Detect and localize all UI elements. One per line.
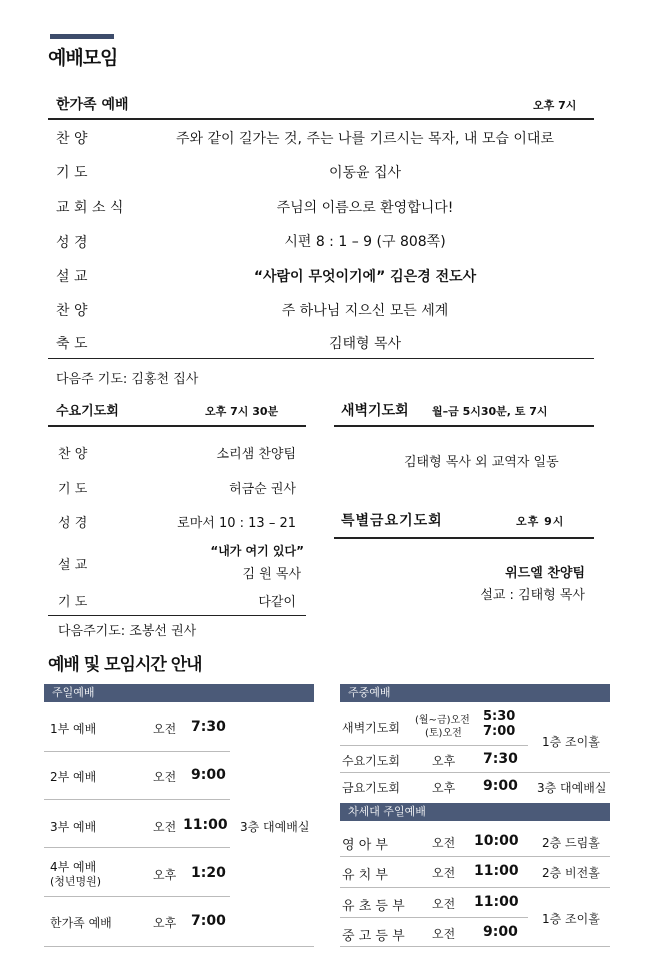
sunday-place: 3층 대예배실 [240, 820, 310, 834]
wed-value: 다같이 [258, 595, 296, 610]
friday-preacher: 설교 : 김태형 목사 [480, 588, 585, 603]
sunday-service-name: 4부 예배 [50, 860, 97, 874]
sunday-service-sub: (청년명원) [50, 875, 102, 888]
nextgen-time: 11:00 [474, 863, 519, 879]
nextgen-header: 차세대 주일예배 [340, 803, 610, 821]
row-divider [44, 799, 230, 800]
sunday-ampm: 오후 [153, 916, 177, 930]
weekday-header: 주중예배 [340, 684, 610, 702]
wed-value: 허금순 권사 [229, 482, 296, 497]
order-value: 이동윤 집사 [328, 165, 402, 181]
wed-sermon-title: “내가 여기 있다” [210, 544, 304, 558]
row-divider [44, 896, 230, 897]
row-divider [340, 772, 610, 773]
weekday-dawn-ampm2: (토)오전 [425, 728, 462, 739]
sunday-time: 7:30 [191, 719, 226, 735]
row-divider [340, 917, 528, 918]
schedule-title: 예배 및 모임시간 안내 [48, 655, 202, 675]
divider [334, 425, 594, 427]
order-value: 주님의 이름으로 환영합니다! [276, 200, 454, 216]
sunday-ampm: 오전 [153, 820, 177, 834]
nextgen-name: 유 초 등 부 [342, 899, 405, 914]
weekday-fri-time: 9:00 [483, 778, 518, 794]
nextgen-ampm: 오전 [432, 836, 456, 850]
sunday-service-name: 3부 예배 [50, 820, 97, 834]
nextgen-name: 중 고 등 부 [342, 929, 405, 944]
weekday-wed-ampm: 오후 [432, 754, 456, 768]
order-label: 축 도 [56, 336, 88, 352]
wed-label: 성 경 [58, 516, 88, 531]
sunday-service-name: 1부 예배 [50, 722, 97, 736]
row-divider [44, 946, 314, 947]
nextgen-time: 11:00 [474, 894, 519, 910]
divider [48, 615, 306, 616]
wednesday-title: 수요기도회 [56, 404, 119, 419]
row-divider [340, 946, 610, 947]
nextgen-ampm: 오전 [432, 927, 456, 941]
order-label: 성 경 [56, 235, 88, 251]
nextgen-name: 유 치 부 [342, 868, 388, 883]
weekday-dawn-time2: 7:00 [483, 724, 516, 739]
order-label: 찬 양 [56, 303, 88, 319]
weekday-fri-ampm: 오후 [432, 781, 456, 795]
wed-value: 소리샘 찬양팀 [216, 447, 296, 462]
sunday-time: 9:00 [191, 767, 226, 783]
nextgen-ampm: 오전 [432, 897, 456, 911]
nextgen-time: 9:00 [483, 924, 518, 940]
sunday-time: 7:00 [191, 913, 226, 929]
sunday-time: 1:20 [191, 865, 226, 881]
wed-label: 찬 양 [58, 447, 88, 462]
order-value: 주 하나님 지으신 모든 세계 [281, 303, 449, 319]
order-value: 김태형 목사 [328, 336, 402, 352]
friday-title: 특별금요기도회 [341, 513, 443, 529]
order-label: 찬 양 [56, 131, 88, 147]
sunday-header: 주일예배 [44, 684, 314, 702]
sunday-ampm: 오후 [153, 868, 177, 882]
sunday-time: 11:00 [183, 817, 228, 833]
order-label: 설 교 [56, 269, 88, 285]
order-value: 시편 8 : 1 – 9 (구 808쪽) [284, 234, 446, 250]
weekday-fri-name: 금요기도회 [342, 781, 400, 795]
wed-sermon-preacher: 김 원 목사 [242, 567, 301, 582]
order-value: 주와 같이 길가는 것, 주는 나를 기르시는 목자, 내 모습 이대로 [176, 131, 554, 147]
row-divider [340, 745, 528, 746]
friday-team: 위드엘 찬양팀 [505, 566, 585, 581]
weekday-fri-place: 3층 대예배실 [537, 781, 607, 795]
dawn-title: 새벽기도회 [341, 403, 409, 419]
row-divider [340, 887, 610, 888]
divider [48, 118, 594, 120]
friday-time: 오후 9시 [516, 515, 565, 528]
sermon-value: “사람이 무엇이기에” 김은경 전도사 [253, 269, 477, 285]
title-accent-bar [50, 34, 114, 39]
order-label: 교 회 소 식 [56, 200, 124, 216]
weekday-dawn-time1: 5:30 [483, 709, 516, 724]
wednesday-next-prayer: 다음주기도: 조봉선 권사 [58, 624, 197, 639]
divider [48, 358, 594, 359]
divider [48, 425, 306, 427]
row-divider [44, 751, 230, 752]
nextgen-place: 2층 비전홀 [542, 866, 600, 880]
dawn-time: 월–금 5시30분, 토 7시 [432, 405, 548, 418]
hangajok-next-prayer: 다음주 기도: 김홍천 집사 [56, 372, 199, 387]
weekday-dawn-name: 새벽기도회 [342, 721, 400, 735]
wed-label: 설 교 [58, 558, 88, 573]
nextgen-time: 10:00 [474, 833, 519, 849]
wednesday-time: 오후 7시 30분 [205, 405, 279, 418]
weekday-place: 1층 조이홀 [542, 735, 600, 749]
sunday-service-name: 2부 예배 [50, 770, 97, 784]
sunday-service-name: 한가족 예배 [50, 916, 112, 930]
order-label: 기 도 [56, 165, 88, 181]
row-divider [340, 856, 610, 857]
nextgen-place: 1층 조이홀 [542, 912, 600, 926]
wed-label: 기 도 [58, 595, 88, 610]
wed-label: 기 도 [58, 482, 88, 497]
weekday-wed-time: 7:30 [483, 751, 518, 767]
hangajok-title: 한가족 예배 [56, 97, 129, 113]
divider [334, 537, 594, 539]
hangajok-time: 오후 7시 [533, 99, 577, 112]
weekday-wed-name: 수요기도회 [342, 754, 400, 768]
nextgen-name: 영 아 부 [342, 838, 388, 853]
row-divider [44, 847, 230, 848]
wed-value: 로마서 10 : 13 – 21 [177, 516, 296, 531]
sunday-ampm: 오전 [153, 722, 177, 736]
page-title: 예배모임 [48, 47, 118, 69]
nextgen-ampm: 오전 [432, 866, 456, 880]
nextgen-place: 2층 드림홀 [542, 836, 600, 850]
sunday-ampm: 오전 [153, 770, 177, 784]
weekday-dawn-ampm1: (월~금)오전 [415, 715, 470, 726]
dawn-leader: 김태형 목사 외 교역자 일동 [404, 455, 559, 470]
